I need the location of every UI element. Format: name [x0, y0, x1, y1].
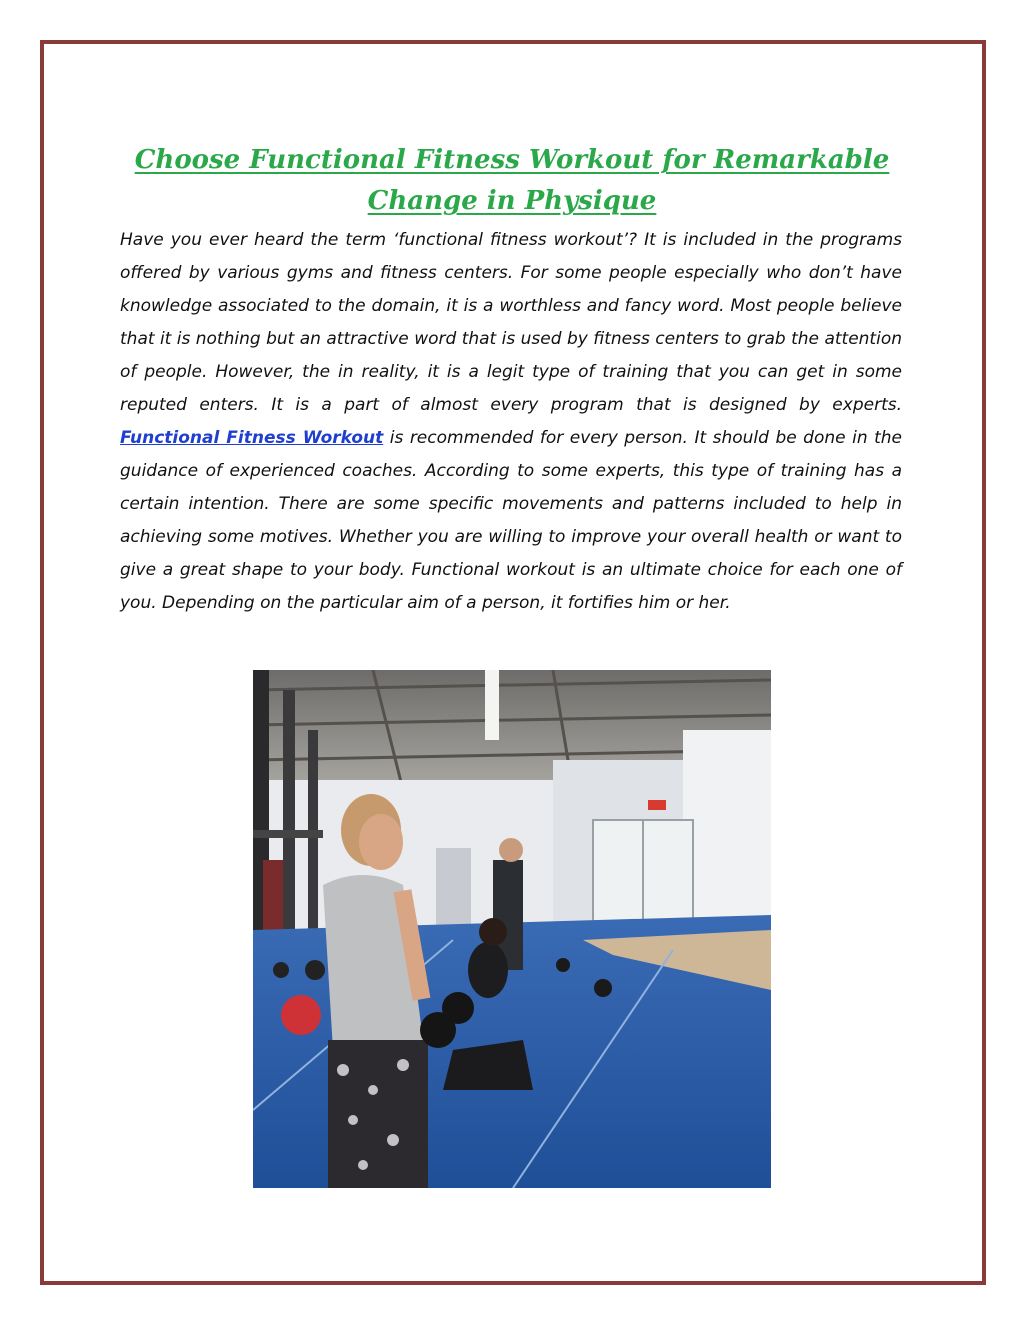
title-line-2: Change in Physique: [367, 186, 657, 216]
page-title: [120, 140, 904, 222]
title-line-1: Choose Functional Fitness Workout for Remarkable: [134, 145, 890, 175]
gym-workout-photo: [253, 670, 771, 1188]
paragraph-text-before-link: Have you ever heard the term ‘functional fitness workout’? It is included in the programs offered by various gyms and fitness centers. For some people especially who don’t have knowledge associated to the domain, it is a worthless and fancy word. Most people believe that it is nothing but an attractive word that is used by fitness centers to grab the attention of people. However, the in reality, it is a legit type of training that you can get in some reputed enters. It is a part of almost every program that is designed by experts.: [120, 230, 902, 415]
body-paragraph: [120, 224, 902, 620]
functional-fitness-workout-link[interactable]: Functional Fitness Workout: [120, 428, 384, 448]
paragraph-text-after-link: is recommended for every person. It should be done in the guidance of experienced coaches. According to some experts, this type of training has a certain intention. There are some specific movements and patterns included to help in achieving some motives. Whether you are willing to improve your overall health or want to give a great shape to your body. Functional workout is an ultimate choice for each one of you. Depending on the particular aim of a person, it fortifies him or her.: [120, 428, 902, 613]
